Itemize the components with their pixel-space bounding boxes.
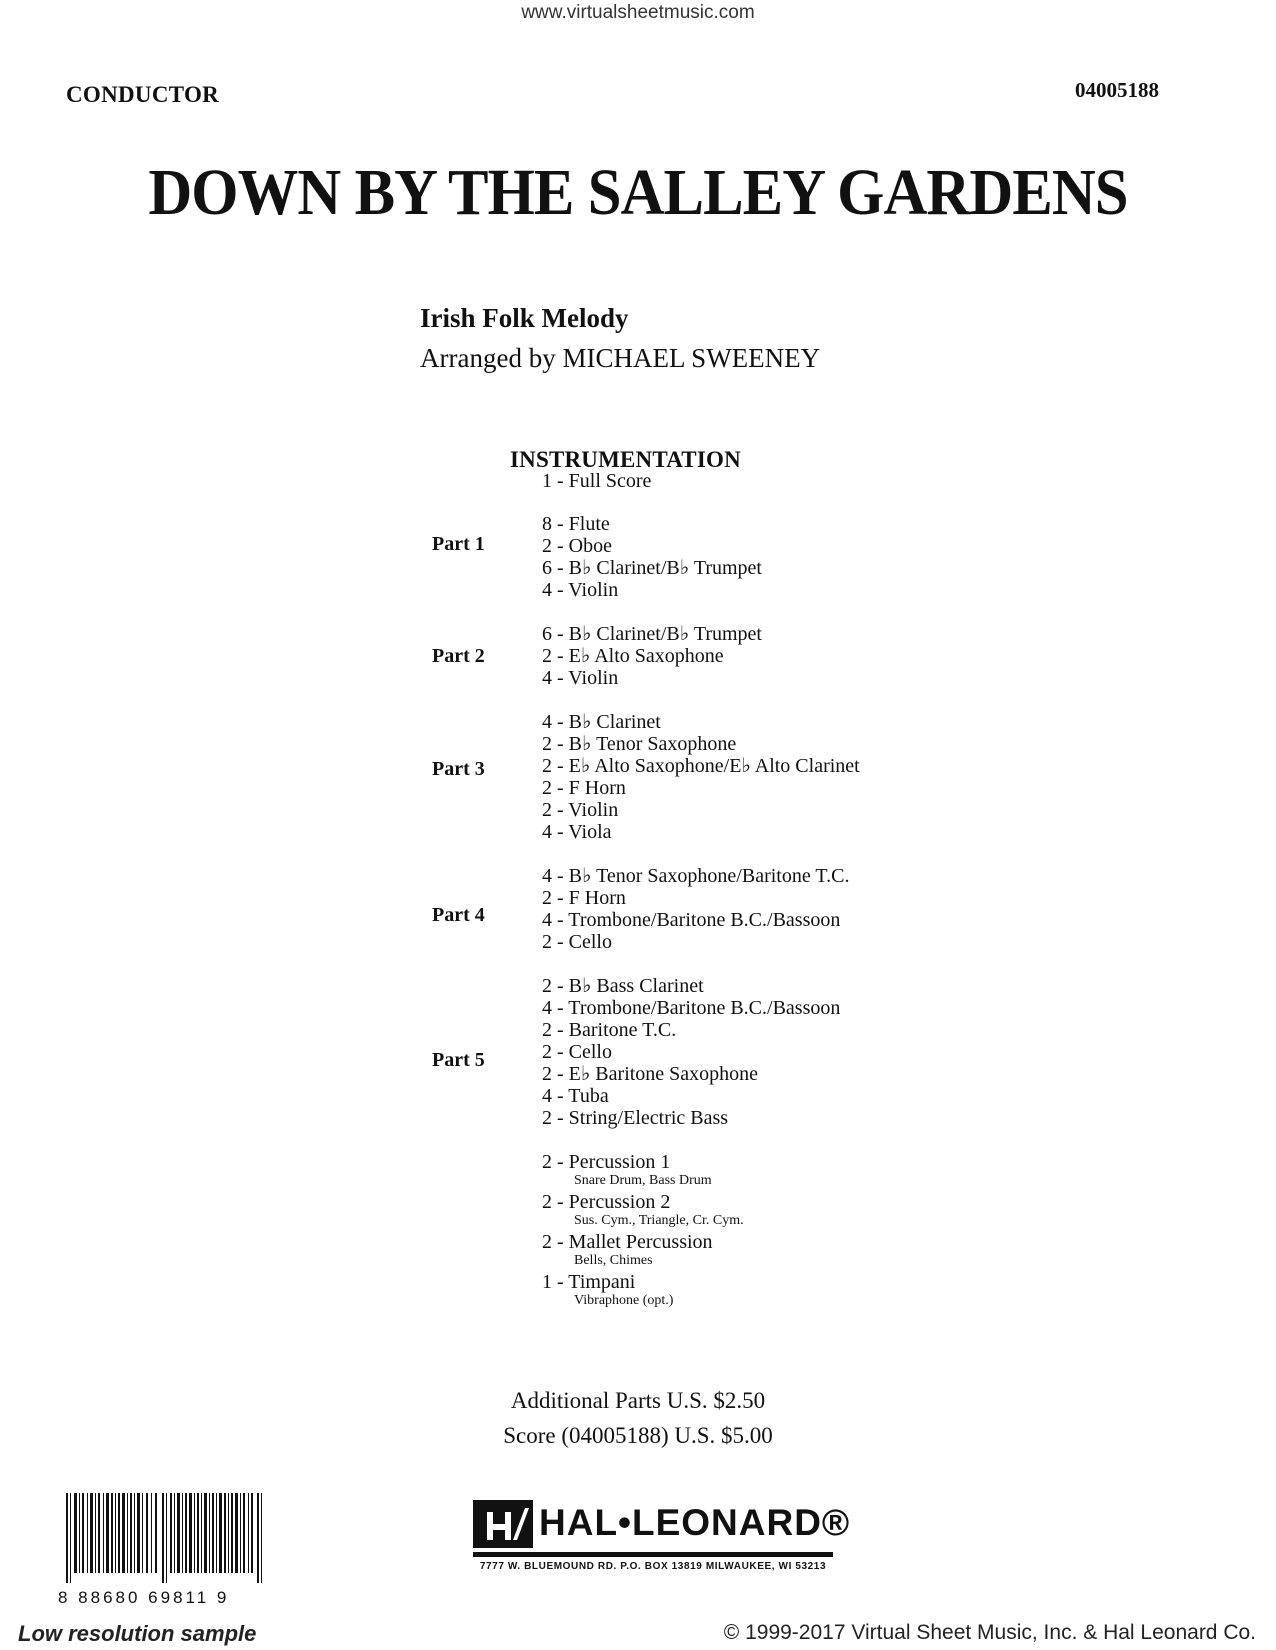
conductor-label: CONDUCTOR [66, 82, 220, 107]
instrument-line: 2 - F Horn [542, 887, 626, 909]
instrument-line: 2 - F Horn [542, 777, 626, 799]
instrument-line: 2 - E♭ Alto Saxophone [542, 645, 724, 667]
arranger-credit: Arranged by MICHAEL SWEENEY [420, 343, 821, 373]
additional-parts-price: Additional Parts U.S. $2.50 [510, 1388, 766, 1413]
percussion-line: 2 - Percussion 2 [542, 1191, 671, 1213]
instrument-line: 4 - Viola [542, 821, 612, 843]
catalog-number: 04005188 [1075, 78, 1159, 102]
publisher-address: 7777 W. BLUEMOUND RD. P.O. BOX 13819 MILWAUKEE, WI 53213 [479, 1561, 827, 1572]
hal-leonard-mark-icon [473, 1500, 533, 1548]
part-2-label: Part 2 [432, 645, 485, 667]
percussion-detail: Sus. Cym., Triangle, Cr. Cym. [574, 1213, 744, 1228]
instrument-line: 2 - Violin [542, 799, 619, 821]
percussion-detail: Bells, Chimes [574, 1253, 653, 1268]
full-score-line: 1 - Full Score [542, 470, 652, 492]
part-4-label: Part 4 [432, 904, 485, 926]
subtitle: Irish Folk Melody [420, 303, 629, 333]
publisher-logo [473, 1500, 851, 1600]
barcode-icon [58, 1493, 288, 1583]
instrument-line: 4 - Violin [542, 579, 619, 601]
instrument-line: 4 - B♭ Tenor Saxophone/Baritone T.C. [542, 865, 850, 887]
score-price: Score (04005188) U.S. $5.00 [503, 1423, 773, 1448]
low-resolution-notice: Low resolution sample [18, 1621, 257, 1646]
barcode-digits: 8 88680 69811 9 [58, 1588, 230, 1607]
part-1-label: Part 1 [432, 533, 485, 555]
instrument-line: 8 - Flute [542, 513, 610, 535]
instrument-line: 2 - Baritone T.C. [542, 1019, 677, 1041]
part-5-label: Part 5 [432, 1049, 485, 1071]
instrument-line: 2 - Cello [542, 931, 612, 953]
instrument-line: 4 - Trombone/Baritone B.C./Bassoon [542, 997, 841, 1019]
instrument-line: 2 - B♭ Bass Clarinet [542, 975, 704, 997]
copyright-notice: © 1999-2017 Virtual Sheet Music, Inc. & Hal Leonard Co. [723, 1621, 1256, 1644]
percussion-detail: Snare Drum, Bass Drum [574, 1173, 712, 1188]
percussion-detail: Vibraphone (opt.) [574, 1293, 674, 1308]
instrument-line: 2 - B♭ Tenor Saxophone [542, 733, 737, 755]
instrument-line: 4 - B♭ Clarinet [542, 711, 661, 733]
instrument-line: 2 - E♭ Alto Saxophone/E♭ Alto Clarinet [542, 755, 860, 777]
logo-divider [473, 1552, 833, 1557]
publisher-name: HAL•LEONARD® [539, 1502, 851, 1543]
percussion-line: 1 - Timpani [542, 1271, 636, 1293]
instrument-line: 2 - String/Electric Bass [542, 1107, 729, 1129]
instrument-line: 4 - Trombone/Baritone B.C./Bassoon [542, 909, 841, 931]
instrument-line: 6 - B♭ Clarinet/B♭ Trumpet [542, 623, 762, 645]
percussion-line: 2 - Percussion 1 [542, 1151, 671, 1173]
instrument-line: 6 - B♭ Clarinet/B♭ Trumpet [542, 557, 762, 579]
page-title: DOWN BY THE SALLEY GARDENS [148, 156, 1128, 229]
watermark-url: www.virtualsheetmusic.com [521, 2, 755, 23]
instrument-line: 4 - Tuba [542, 1085, 609, 1107]
instrument-line: 2 - Cello [542, 1041, 612, 1063]
instrument-line: 2 - E♭ Baritone Saxophone [542, 1063, 759, 1085]
instrument-line: 2 - Oboe [542, 535, 612, 557]
instrument-line: 4 - Violin [542, 667, 619, 689]
instrumentation-heading: INSTRUMENTATION [510, 447, 741, 472]
part-3-label: Part 3 [432, 758, 485, 780]
percussion-line: 2 - Mallet Percussion [542, 1231, 713, 1253]
